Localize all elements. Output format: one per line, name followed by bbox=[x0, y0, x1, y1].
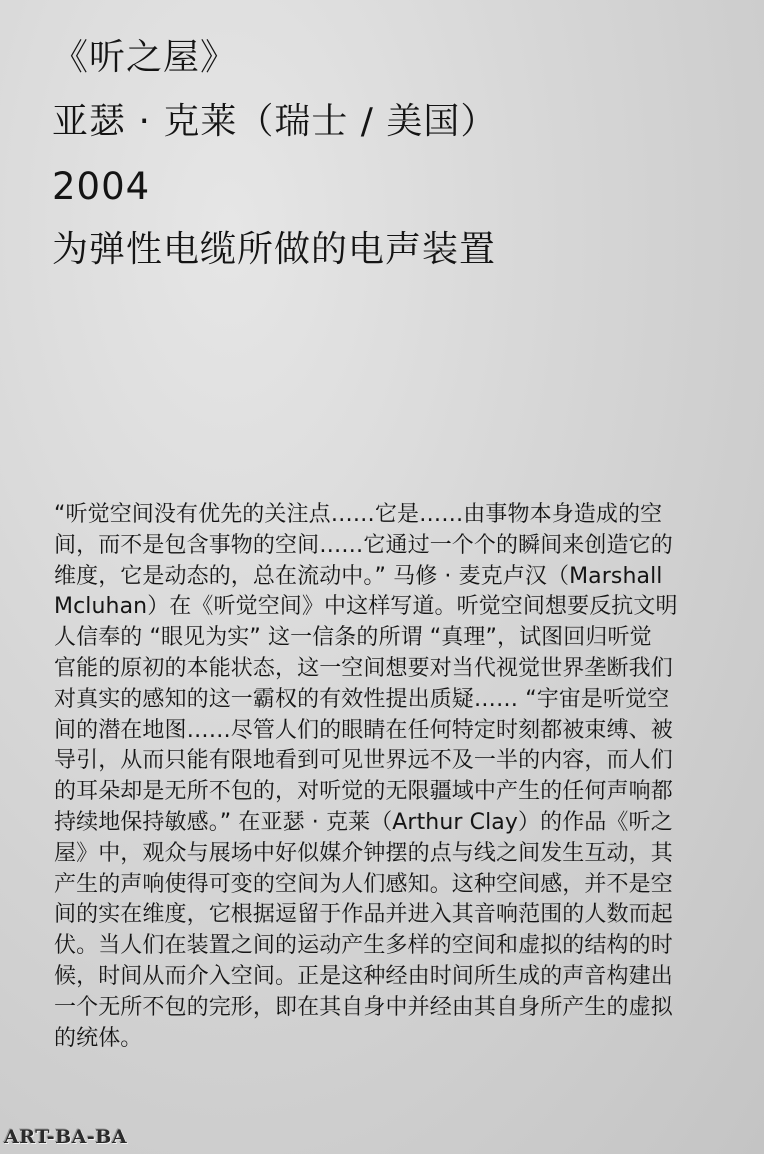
placard-header bbox=[52, 37, 732, 296]
text-line: 人信奉的 “眼见为实” 这一信条的所谓 “真理”，试图回归听觉 bbox=[54, 625, 652, 651]
text-line: 一个无所不包的完形，即在其自身中并经由其自身所产生的虚拟 bbox=[54, 994, 673, 1020]
text-line: “听觉空间没有优先的关注点……它是……由事物本身造成的空 bbox=[54, 502, 663, 527]
text-line: 持续地保持敏感。” 在亚瑟 · 克莱（Arthur Clay）的作品《听之 bbox=[54, 809, 673, 835]
text-line: 对真实的感知的这一霸权的有效性提出质疑…… “宇宙是听觉空 bbox=[54, 686, 670, 712]
text-line: 产生的声响使得可变的空间为人们感知。这种空间感，并不是空 bbox=[54, 871, 673, 897]
artwork-year: 2004 bbox=[52, 165, 151, 208]
text-line: 维度，它是动态的，总在流动中。” 马修 · 麦克卢汉（Marshall bbox=[54, 563, 663, 589]
artist-line: 亚瑟 · 克莱（瑞士 / 美国） bbox=[52, 101, 498, 142]
text-line: 的耳朵却是无所不包的，对听觉的无限疆域中产生的任何声响都 bbox=[54, 779, 673, 805]
artwork-title: 《听之屋》 bbox=[52, 37, 238, 78]
artwork-medium: 为弹性电缆所做的电声装置 bbox=[52, 229, 497, 270]
text-line: 官能的原初的本能状态，这一空间想要对当代视觉世界垄断我们 bbox=[54, 655, 673, 681]
text-line: 间的实在维度，它根据逗留于作品并进入其音响范围的人数而起 bbox=[54, 902, 673, 928]
text-line: 导引，从而只能有限地看到可见世界远不及一半的内容，而人们 bbox=[54, 748, 673, 774]
description-text bbox=[54, 500, 744, 1054]
text-line: 间，而不是包含事物的空间……它通过一个个的瞬间来创造它的 bbox=[54, 532, 673, 558]
text-line: 的统体。 bbox=[54, 1025, 143, 1051]
text-line: 屋》中，观众与展场中好似媒介钟摆的点与线之间发生互动，其 bbox=[54, 840, 673, 866]
text-line: 伏。当人们在装置之间的运动产生多样的空间和虚拟的结构的时 bbox=[54, 933, 673, 959]
text-line: 候，时间从而介入空间。正是这种经由时间所生成的声音构建出 bbox=[54, 963, 673, 989]
text-line: Mcluhan）在《听觉空间》中这样写道。听觉空间想要反抗文明 bbox=[54, 594, 678, 620]
text-line: 间的潜在地图……尽管人们的眼睛在任何特定时刻都被束缚、被 bbox=[54, 717, 673, 743]
watermark-logo: ART-BA-BA bbox=[4, 1126, 128, 1148]
